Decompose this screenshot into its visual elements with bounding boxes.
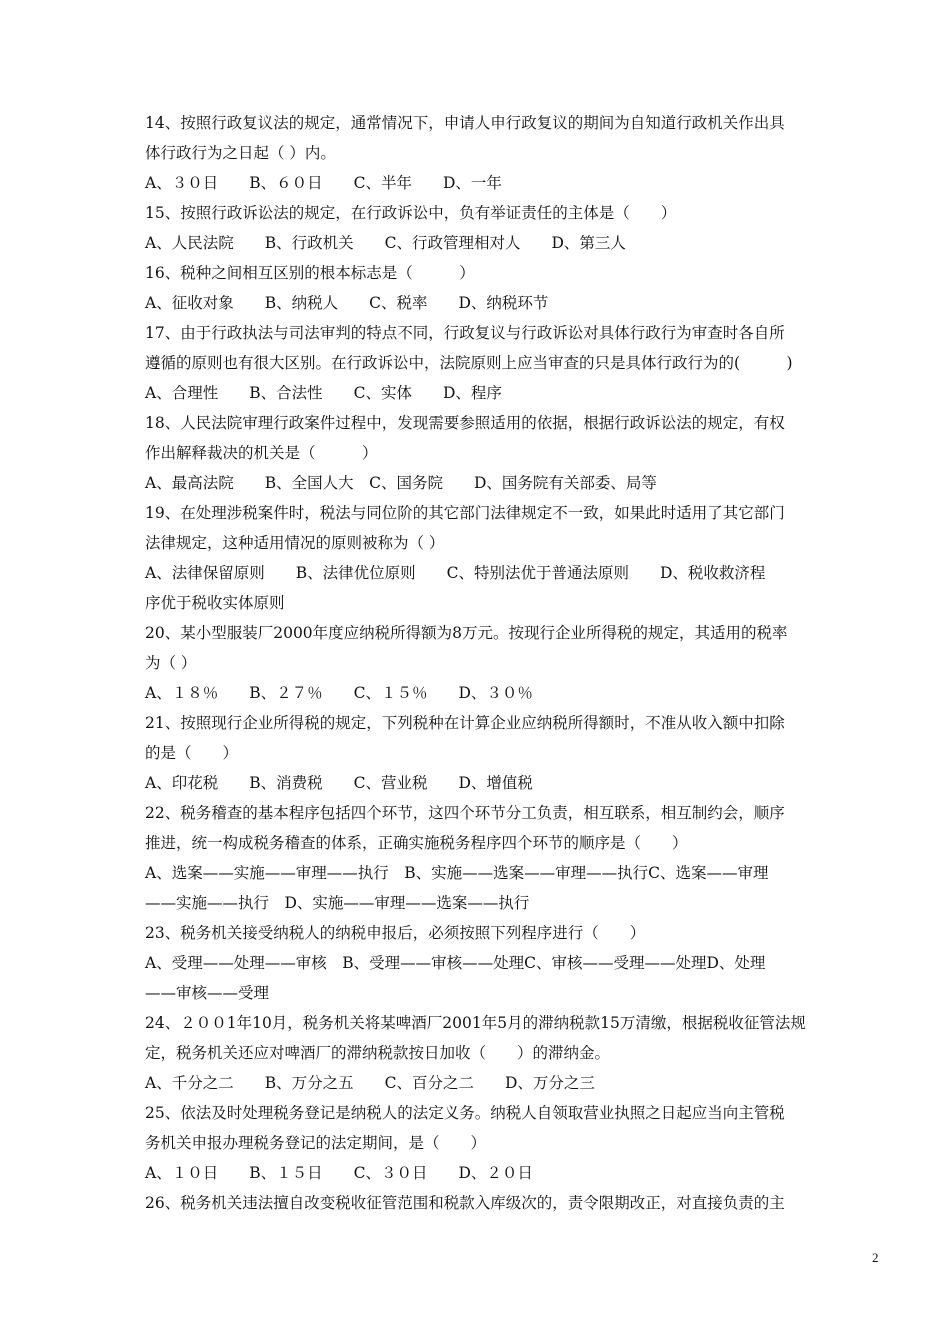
text-line: A、合理性 B、合法性 C、实体 D、程序 xyxy=(145,384,502,402)
text-line: 14、按照行政复议法的规定，通常情况下，申请人申行政复议的期间为自知道行政机关作出具 xyxy=(145,114,785,132)
text-line: A、人民法院 B、行政机关 C、行政管理相对人 D、第三人 xyxy=(145,234,626,252)
text-line: 遵循的原则也有很大区别。在行政诉讼中，法院原则上应当审查的只是具体行政行为的( ) xyxy=(145,354,793,372)
text-line: A、１０日 B、１５日 C、３０日 D、２０日 xyxy=(145,1164,533,1182)
text-line: 为（ ） xyxy=(145,654,197,672)
text-line: A、选案——实施——审理——执行 B、实施——选案——审理——执行C、选案——审理 xyxy=(145,864,769,882)
text-line: A、征收对象 B、纳税人 C、税率 D、纳税环节 xyxy=(145,294,549,312)
text-line: A、法律保留原则 B、法律优位原则 C、特别法优于普通法原则 D、税收救济程 xyxy=(145,564,766,582)
text-line: 16、税种之间相互区别的根本标志是（ ） xyxy=(145,264,475,282)
text-line: 17、由于行政执法与司法审判的特点不同，行政复议与行政诉讼对具体行政行为审查时各自所 xyxy=(145,324,785,342)
text-line: 的是（ ） xyxy=(145,744,239,762)
text-line: 体行政行为之日起（ ）内。 xyxy=(145,144,336,162)
document-body xyxy=(145,108,815,1218)
text-line: A、受理——处理——审核 B、受理——审核——处理C、审核——受理——处理D、处理 xyxy=(145,954,766,972)
page-number: 2 xyxy=(872,1250,879,1265)
text-line: 23、税务机关接受纳税人的纳税申报后，必须按照下列程序进行（ ） xyxy=(145,924,646,942)
text-line: 21、按照现行企业所得税的规定，下列税种在计算企业应纳税所得额时，不准从收入额中扣除 xyxy=(145,714,785,732)
text-line: ——审核——受理 xyxy=(145,984,270,1002)
text-line: 26、税务机关违法擅自改变税收征管范围和税款入库级次的，责令限期改正，对直接负责的主 xyxy=(145,1194,785,1212)
text-line: A、３０日 B、６０日 C、半年 D、一年 xyxy=(145,174,502,192)
text-line: 15、按照行政诉讼法的规定，在行政诉讼中，负有举证责任的主体是（ ） xyxy=(145,204,677,222)
text-line: 务机关申报办理税务登记的法定期间，是（ ） xyxy=(145,1134,487,1152)
text-line: 推进，统一构成税务稽查的体系，正确实施税务程序四个环节的顺序是（ ） xyxy=(145,834,688,852)
text-line: 19、在处理涉税案件时，税法与同位阶的其它部门法律规定不一致，如果此时适用了其它部门 xyxy=(145,504,785,522)
text-line: A、千分之二 B、万分之五 C、百分之二 D、万分之三 xyxy=(145,1074,595,1092)
text-line: A、最高法院 B、全国人大 C、国务院 D、国务院有关部委、局等 xyxy=(145,474,657,492)
text-line: 24、２００1年10月，税务机关将某啤酒厂2001年5月的滞纳税款15万清缴，根据税收征管法规 xyxy=(145,1014,806,1032)
text-line: 定，税务机关还应对啤酒厂的滞纳税款按日加收（ ）的滞纳金。 xyxy=(145,1044,611,1062)
text-line: ——实施——执行 D、实施——审理——选案——执行 xyxy=(145,894,530,912)
text-line: 25、依法及时处理税务登记是纳税人的法定义务。纳税人自领取营业执照之日起应当向主管税 xyxy=(145,1104,785,1122)
text-line: A、１８％ B、２７％ C、１５％ D、３０％ xyxy=(145,684,533,702)
text-line: 序优于税收实体原则 xyxy=(145,594,285,612)
text-line: 18、人民法院审理行政案件过程中，发现需要参照适用的依据，根据行政诉讼法的规定，有权 xyxy=(145,414,785,432)
text-line: 作出解释裁决的机关是（ ） xyxy=(145,444,378,462)
text-line: 20、某小型服装厂2000年度应纳税所得额为8万元。按现行企业所得税的规定，其适用的税率 xyxy=(145,624,788,642)
text-line: 法律规定，这种适用情况的原则被称为（ ） xyxy=(145,534,445,552)
text-line: A、印花税 B、消费税 C、营业税 D、增值税 xyxy=(145,774,533,792)
text-line: 22、税务稽查的基本程序包括四个环节，这四个环节分工负责，相互联系，相互制约会，顺序 xyxy=(145,804,785,822)
